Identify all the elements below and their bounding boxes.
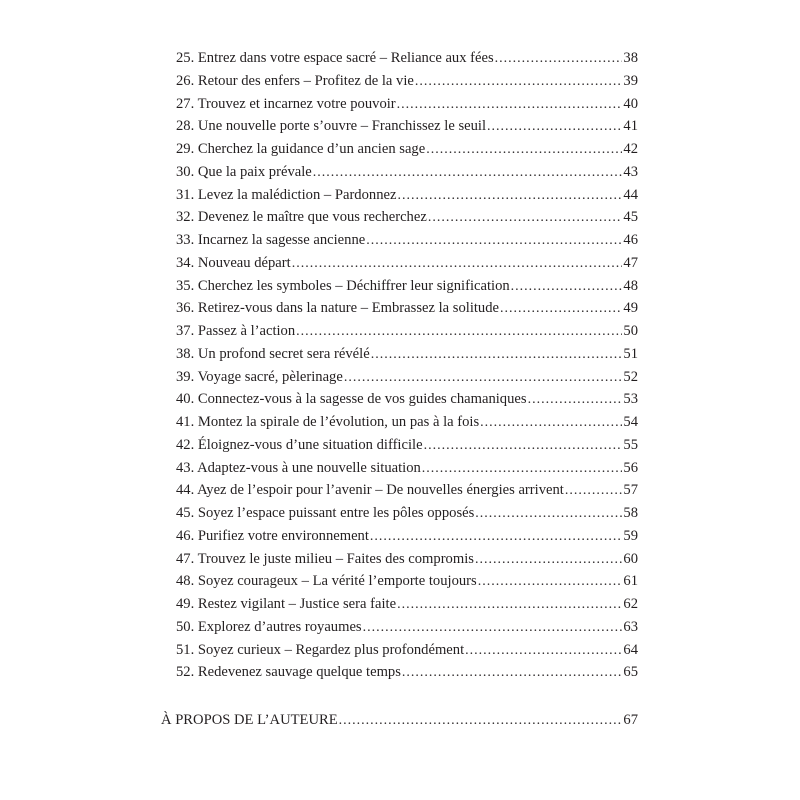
dot-leader xyxy=(339,710,623,733)
toc-entry[interactable] xyxy=(176,161,638,184)
toc-entry[interactable] xyxy=(176,366,638,389)
toc-entry-title: 30. Que la paix prévale xyxy=(176,163,312,180)
toc-entry[interactable] xyxy=(176,320,638,343)
toc-entry-title: 35. Cherchez les symboles – Déchiffrer leur signification xyxy=(176,277,510,294)
toc-entry-title: 44. Ayez de l’espoir pour l’avenir – De nouvelles énergies arrivent xyxy=(176,482,564,499)
toc-entry[interactable] xyxy=(176,206,638,229)
dot-leader xyxy=(415,71,623,94)
toc-entry-page-number: 46 xyxy=(623,232,638,248)
dot-leader xyxy=(371,344,623,367)
toc-entry-title: 51. Soyez curieux – Regardez plus profondément xyxy=(176,641,465,658)
dot-leader xyxy=(422,458,623,481)
toc-entry-title: 34. Nouveau départ xyxy=(176,254,291,271)
toc-entry[interactable] xyxy=(176,138,638,161)
toc-entry-page-number: 57 xyxy=(623,482,638,499)
toc-appendix-title: À PROPOS DE L’AUTEURE xyxy=(161,712,338,728)
toc-entry-page-number: 45 xyxy=(623,209,638,226)
dot-leader xyxy=(495,48,623,71)
dot-leader xyxy=(475,503,622,526)
toc-entry[interactable] xyxy=(176,502,638,525)
toc-entry[interactable] xyxy=(176,661,638,684)
dot-leader xyxy=(363,617,623,640)
toc-entry[interactable] xyxy=(176,93,638,116)
dot-leader xyxy=(511,276,623,299)
toc-entry[interactable] xyxy=(176,388,638,411)
toc-entry-page-number: 39 xyxy=(623,72,638,89)
toc-entry-title: 47. Trouvez le juste milieu – Faites des compromis xyxy=(176,550,474,567)
toc-entry-title: 43. Adaptez-vous à une nouvelle situation xyxy=(176,459,421,476)
dot-leader xyxy=(296,321,622,344)
toc-entry[interactable] xyxy=(176,639,638,662)
dot-leader xyxy=(465,640,622,663)
toc-entry-title: 32. Devenez le maître que vous recherchez xyxy=(176,209,427,226)
toc-entry-page-number: 40 xyxy=(623,95,638,112)
toc-entry-title: 40. Connectez-vous à la sagesse de vos guides chamaniques xyxy=(176,391,527,408)
toc-entry[interactable] xyxy=(176,229,638,252)
dot-leader xyxy=(475,549,622,572)
toc-entry-title: 46. Purifiez votre environnement xyxy=(176,527,369,544)
dot-leader xyxy=(370,526,623,549)
dot-leader xyxy=(480,412,622,435)
toc-entry[interactable] xyxy=(176,411,638,434)
toc-entry-title: 26. Retour des enfers – Profitez de la vie xyxy=(176,72,414,89)
toc-entry-title: 25. Entrez dans votre espace sacré – Reliance aux fées xyxy=(176,50,494,66)
toc-entry-title: 37. Passez à l’action xyxy=(176,323,296,339)
toc-entry[interactable] xyxy=(176,70,638,93)
dot-leader xyxy=(292,253,623,276)
toc-entry-page-number: 54 xyxy=(623,414,638,430)
toc-entry[interactable] xyxy=(176,115,638,138)
toc-entry[interactable] xyxy=(176,525,638,548)
toc-entry-title: 28. Une nouvelle porte s’ouvre – Franchissez le seuil xyxy=(176,118,487,135)
toc-entry-page-number: 50 xyxy=(623,323,638,339)
dot-leader xyxy=(344,367,623,390)
dot-leader xyxy=(428,207,623,230)
dot-leader xyxy=(500,298,622,321)
toc-entry-title: 31. Levez la malédiction – Pardonnez xyxy=(176,186,397,203)
toc-entry-page-number: 42 xyxy=(623,141,638,157)
dot-leader xyxy=(426,139,622,162)
toc-entry-title: 48. Soyez courageux – La vérité l’emporte toujours xyxy=(176,573,477,590)
toc-appendix-entry[interactable] xyxy=(161,709,638,732)
toc-entry-page-number: 64 xyxy=(623,641,638,658)
toc-entry-page-number: 62 xyxy=(623,596,638,612)
dot-leader xyxy=(528,389,623,412)
toc-entry-page-number: 61 xyxy=(623,573,638,590)
toc-entry-page-number: 58 xyxy=(623,505,638,521)
toc-entry-title: 38. Un profond secret sera révélé xyxy=(176,345,370,362)
toc-entry-title: 52. Redevenez sauvage quelque temps xyxy=(176,664,401,681)
toc-entry[interactable] xyxy=(176,252,638,275)
toc-entry-page-number: 44 xyxy=(623,186,638,203)
toc-entry-list xyxy=(176,47,638,684)
dot-leader xyxy=(313,162,623,185)
toc-entry-page-number: 60 xyxy=(623,550,638,567)
toc-entry-page-number: 53 xyxy=(623,391,638,408)
toc-entry[interactable] xyxy=(176,593,638,616)
toc-entry-title: 45. Soyez l’espace puissant entre les pôles opposés xyxy=(176,505,475,521)
dot-leader xyxy=(402,662,623,685)
dot-leader xyxy=(397,594,622,617)
toc-entry[interactable] xyxy=(176,184,638,207)
toc-entry[interactable] xyxy=(176,275,638,298)
dot-leader xyxy=(366,230,622,253)
toc-entry-page-number: 43 xyxy=(623,163,638,180)
toc-entry-title: 29. Cherchez la guidance d’un ancien sage xyxy=(176,141,426,157)
dot-leader xyxy=(397,94,623,117)
toc-entry-page-number: 48 xyxy=(623,277,638,294)
toc-entry-title: 50. Explorez d’autres royaumes xyxy=(176,618,362,635)
dot-leader xyxy=(487,116,622,139)
toc-entry-title: 27. Trouvez et incarnez votre pouvoir xyxy=(176,95,396,112)
toc-entry-page-number: 63 xyxy=(623,618,638,635)
toc-entry-title: 49. Restez vigilant – Justice sera faite xyxy=(176,596,397,612)
toc-entry[interactable] xyxy=(176,343,638,366)
toc-entry-title: 39. Voyage sacré, pèlerinage xyxy=(176,368,343,385)
toc-entry-title: 36. Retirez-vous dans la nature – Embrassez la solitude xyxy=(176,300,499,317)
toc-entry-page-number: 56 xyxy=(623,459,638,476)
toc-entry[interactable] xyxy=(176,457,638,480)
toc-entry[interactable] xyxy=(176,47,638,70)
toc-entry[interactable] xyxy=(176,297,638,320)
toc-entry-title: 42. Éloignez-vous d’une situation difficile xyxy=(176,436,423,453)
toc-entry-title: 33. Incarnez la sagesse ancienne xyxy=(176,232,366,248)
toc-entry-page-number: 65 xyxy=(623,664,638,681)
dot-leader xyxy=(565,480,623,503)
toc-entry-page-number: 55 xyxy=(623,436,638,453)
toc-entry-page-number: 38 xyxy=(623,50,638,66)
dot-leader xyxy=(397,185,622,208)
toc-entry[interactable] xyxy=(176,616,638,639)
dot-leader xyxy=(478,571,623,594)
toc-entry-page-number: 41 xyxy=(623,118,638,135)
toc-entry[interactable] xyxy=(176,479,638,502)
toc-entry-title: 41. Montez la spirale de l’évolution, un pas à la fois xyxy=(176,414,480,430)
toc-entry[interactable] xyxy=(176,434,638,457)
toc-entry-page-number: 47 xyxy=(623,254,638,271)
dot-leader xyxy=(424,435,623,458)
toc-entry[interactable] xyxy=(176,570,638,593)
toc-entry-page-number: 52 xyxy=(623,368,638,385)
toc-entry-page-number: 59 xyxy=(623,527,638,544)
toc-entry-page-number: 51 xyxy=(623,345,638,362)
toc-appendix-page-number: 67 xyxy=(623,712,638,728)
toc-entry-page-number: 49 xyxy=(623,300,638,317)
toc-entry[interactable] xyxy=(176,548,638,571)
